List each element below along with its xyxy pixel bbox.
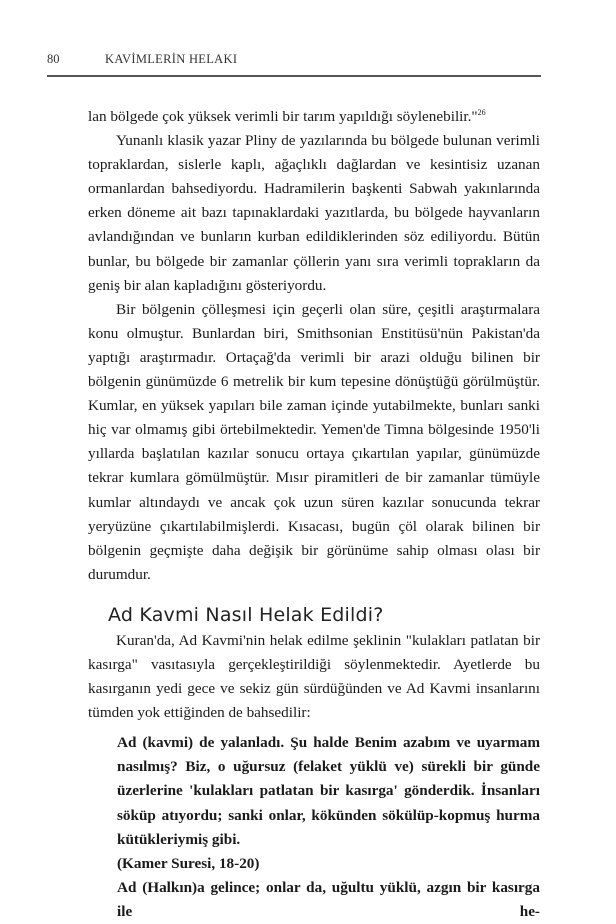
footnote-marker: 26: [477, 108, 486, 117]
book-title: KAVİMLERİN HELAKI: [105, 52, 238, 66]
quote-verse-2: Ad (Halkın)a gelince; onlar da, uğultu yüklü, azgın bir kasırga ile he-: [117, 878, 540, 920]
quote-reference: (Kamer Suresi, 18-20): [117, 854, 260, 872]
paragraph-continuation: [88, 105, 540, 129]
section-heading: Ad Kavmi Nasıl Helak Edildi?: [108, 603, 384, 626]
quran-quote-block: [117, 731, 540, 924]
page-number: 80: [47, 52, 60, 66]
paragraph-desertification: Bir bölgenin çölleşmesi için geçerli olan süre, çeşitli araştırmalara konu olmuştur. Bunlardan biri, Smithsonian Enstitüsü'nün Pakistan'da yaptığı araştırmadır. Ortaçağ'da verimli bir arazi olduğu bilinen bir bölgenin günümüzde 6 metrelik bir kum tepesine dönüştüğü görülmüştür. Kumlar, en yüksek yapıları bile zaman içinde yutabilmekte, bunları sanki hiç var olmamış gibi örtebilmektedir. Yemen'de Timna bölgesinde 1950'li yıllarda başlatılan kazılar sonucu ortaya çıkartılan yapılar, günümüzde tekrar kumlara gömülmüştür. Mısır piramitleri de bir zamanlar tümüyle kumlar altındaydı ve ancak çok uzun süren kazılar sonucunda tekrar yeryüzüne çıkartılabilmişlerdi. Kısacası, bugün çöl olarak bilinen bir bölgenin geçmişte daha değişik bir görünüme sahip olması olası bir durumdur.: [88, 300, 540, 583]
page-body: [88, 105, 540, 924]
paragraph-pliny: Yunanlı klasik yazar Pliny de yazılarında bu bölgede bulunan verimli topraklardan, sislerle kaplı, ağaçlıklı dağlardan ve kesintisiz uzanan ormanlardan bahsediyordu. Hadramilerin başkenti Sabwah yakınlarında erken döneme ait bazı tapınaklardaki yazıtlarda, bu bölgede hayvanların avlandığından ve bunların kurban edildiklerinden söz ediliyordu. Bütün bunlar, bu bölgede bir zamanlar çöllerin yanı sıra verimli toprakların da geniş bir alan kapladığını gösteriyordu.: [88, 132, 540, 294]
running-head: [0, 52, 616, 72]
paragraph-text: lan bölgede çok yüksek verimli bir tarım yapıldığı söylenebilir.": [88, 108, 478, 125]
quote-verse-1: Ad (kavmi) de yalanladı. Şu halde Benim azabım ve uyarmam nasılmış? Biz, o uğursuz (felaket yüklü ve) sürekli bir günde üzerlerine 'kulakları patlatan bir kasırga' gönderdik. İnsanları söküp atıyordu; sanki onlar, kökünden sökülüp-kopmuş hurma kütükleriymiş gibi.: [117, 734, 540, 848]
section-intro: Kuran'da, Ad Kavmi'nin helak edilme şeklinin "kulakları patlatan bir kasırga" vasıtasıyla gerçekleştirildiği söylenmektedir. Ayetlerde bu kasırganın yedi gece ve sekiz gün sürdüğünden ve Ad Kavmi insanlarını tümden yok ettiğinden de bahsedilir:: [88, 631, 540, 722]
header-rule: [47, 75, 541, 77]
